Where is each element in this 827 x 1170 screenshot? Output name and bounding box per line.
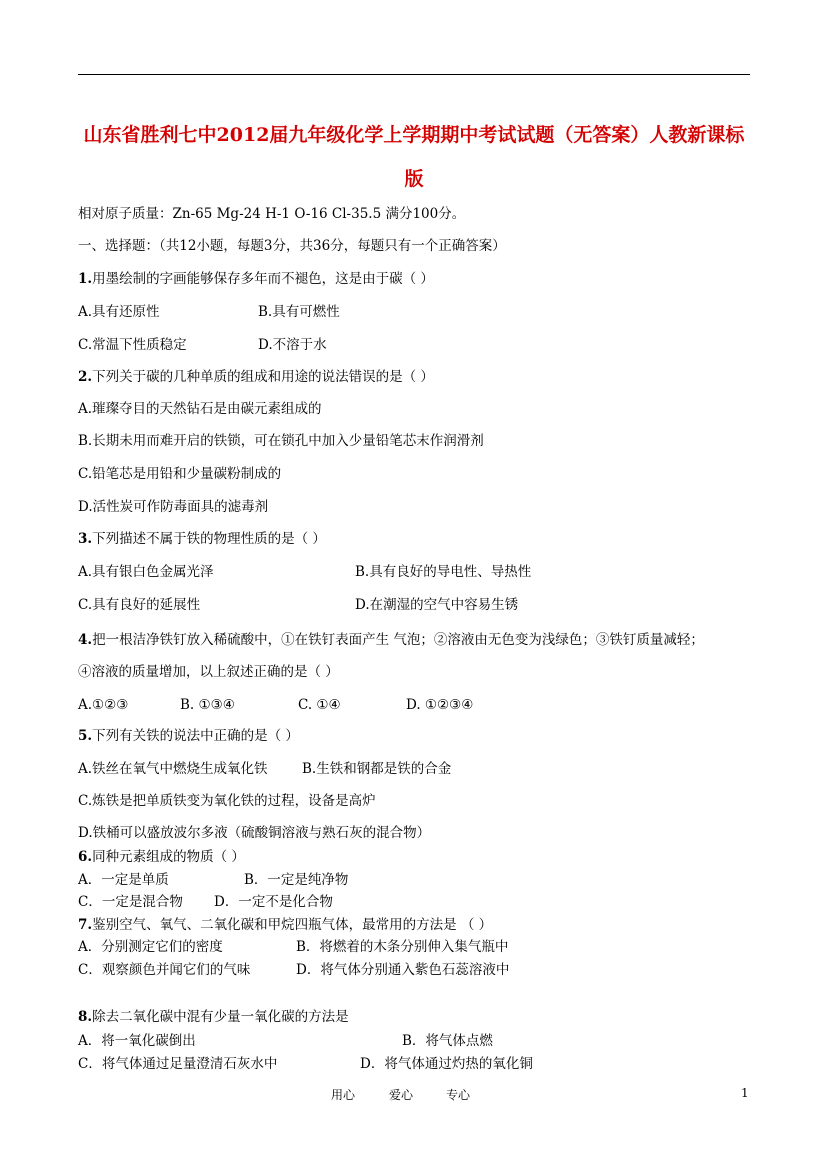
atomic-masses-note: 相对原子质量：Zn-65 Mg-24 H-1 O-16 Cl-35.5 满分100分。 [78, 206, 466, 222]
q6-option-c: C．一定是混合物 [78, 894, 183, 910]
document-title-line2: 版 [404, 168, 424, 190]
question-5: 5.下列有关铁的说法中正确的是（ ） [78, 728, 299, 744]
footer-motto-3: 专心 [446, 1088, 471, 1102]
q3-option-a: A.具有银白色金属光泽 [78, 564, 214, 580]
q7-option-a: A．分别测定它们的密度 [78, 939, 223, 955]
q5-option-b: B.生铁和钢都是铁的合金 [302, 761, 452, 777]
question-6: 6.同种元素组成的物质（ ） [78, 849, 245, 865]
q1-option-a: A.具有还原性 [78, 304, 160, 320]
q5-option-d: D.铁桶可以盛放波尔多液（硫酸铜溶液与熟石灰的混合物） [78, 825, 431, 841]
q4-option-a: A.①②③ [78, 697, 129, 713]
q6-option-d: D．一定不是化合物 [214, 894, 333, 910]
question-4: 4.把一根洁净铁钉放入稀硫酸中，①在铁钉表面产生 气泡；②溶液由无色变为浅绿色；③铁钉质量减轻； [78, 632, 704, 648]
question-1: 1.用墨绘制的字画能够保存多年而不褪色，这是由于碳（ ） [78, 271, 434, 287]
header-rule [78, 74, 750, 75]
document-title-line1: 山东省胜利七中2012届九年级化学上学期期中考试试题（无答案）人教新课标 [83, 124, 745, 146]
q1-option-d: D.不溶于水 [258, 337, 327, 353]
footer-motto-1: 用心 [331, 1088, 356, 1102]
q5-option-a: A.铁丝在氧气中燃烧生成氧化铁 [78, 761, 268, 777]
section-heading: 一、选择题：（共12小题，每题3分，共36分，每题只有一个正确答案） [78, 238, 506, 254]
q4-option-b: B. ①③④ [180, 697, 235, 713]
q8-option-c: C．将气体通过足量澄清石灰水中 [78, 1056, 278, 1072]
q3-option-b: B.具有良好的导电性、导热性 [355, 564, 532, 580]
q6-option-a: A．一定是单质 [78, 872, 169, 888]
q1-option-c: C.常温下性质稳定 [78, 337, 187, 353]
q6-option-b: B．一定是纯净物 [244, 872, 349, 888]
q4-option-d: D. ①②③④ [406, 697, 474, 713]
q2-option-d: D.活性炭可作防毒面具的滤毒剂 [78, 499, 269, 515]
q7-option-b: B．将燃着的木条分别伸入集气瓶中 [296, 939, 509, 955]
q1-option-b: B.具有可燃性 [258, 304, 340, 320]
q7-option-c: C．观察颜色并闻它们的气味 [78, 962, 251, 978]
question-4-continued: ④溶液的质量增加，以上叙述正确的是（ ） [78, 664, 339, 680]
question-7: 7.鉴别空气、氧气、二氧化碳和甲烷四瓶气体，最常用的方法是 （ ） [78, 917, 493, 933]
q4-option-c: C. ①④ [298, 697, 341, 713]
q3-option-c: C.具有良好的延展性 [78, 597, 201, 613]
q7-option-d: D．将气体分别通入紫色石蕊溶液中 [296, 962, 510, 978]
q5-option-c: C.炼铁是把单质铁变为氧化铁的过程，设备是高炉 [78, 793, 376, 809]
q2-option-c: C.铅笔芯是用铅和少量碳粉制成的 [78, 466, 282, 482]
footer-motto-2: 爱心 [389, 1088, 414, 1102]
q8-option-d: D．将气体通过灼热的氧化铜 [360, 1056, 533, 1072]
question-3: 3.下列描述不属于铁的物理性质的是（ ） [78, 531, 326, 547]
page-number: 1 [741, 1086, 749, 1100]
q2-option-a: A.璀璨夺目的天然钻石是由碳元素组成的 [78, 401, 322, 417]
q8-option-b: B．将气体点燃 [402, 1033, 493, 1049]
question-8: 8.除去二氧化碳中混有少量一氧化碳的方法是 [78, 1009, 349, 1025]
q3-option-d: D.在潮湿的空气中容易生锈 [355, 597, 519, 613]
question-2: 2.下列关于碳的几种单质的组成和用途的说法错误的是（ ） [78, 369, 434, 385]
q2-option-b: B.长期未用而难开启的铁锁，可在锁孔中加入少量铅笔芯末作润滑剂 [78, 433, 484, 449]
q8-option-a: A．将一氧化碳倒出 [78, 1033, 196, 1049]
